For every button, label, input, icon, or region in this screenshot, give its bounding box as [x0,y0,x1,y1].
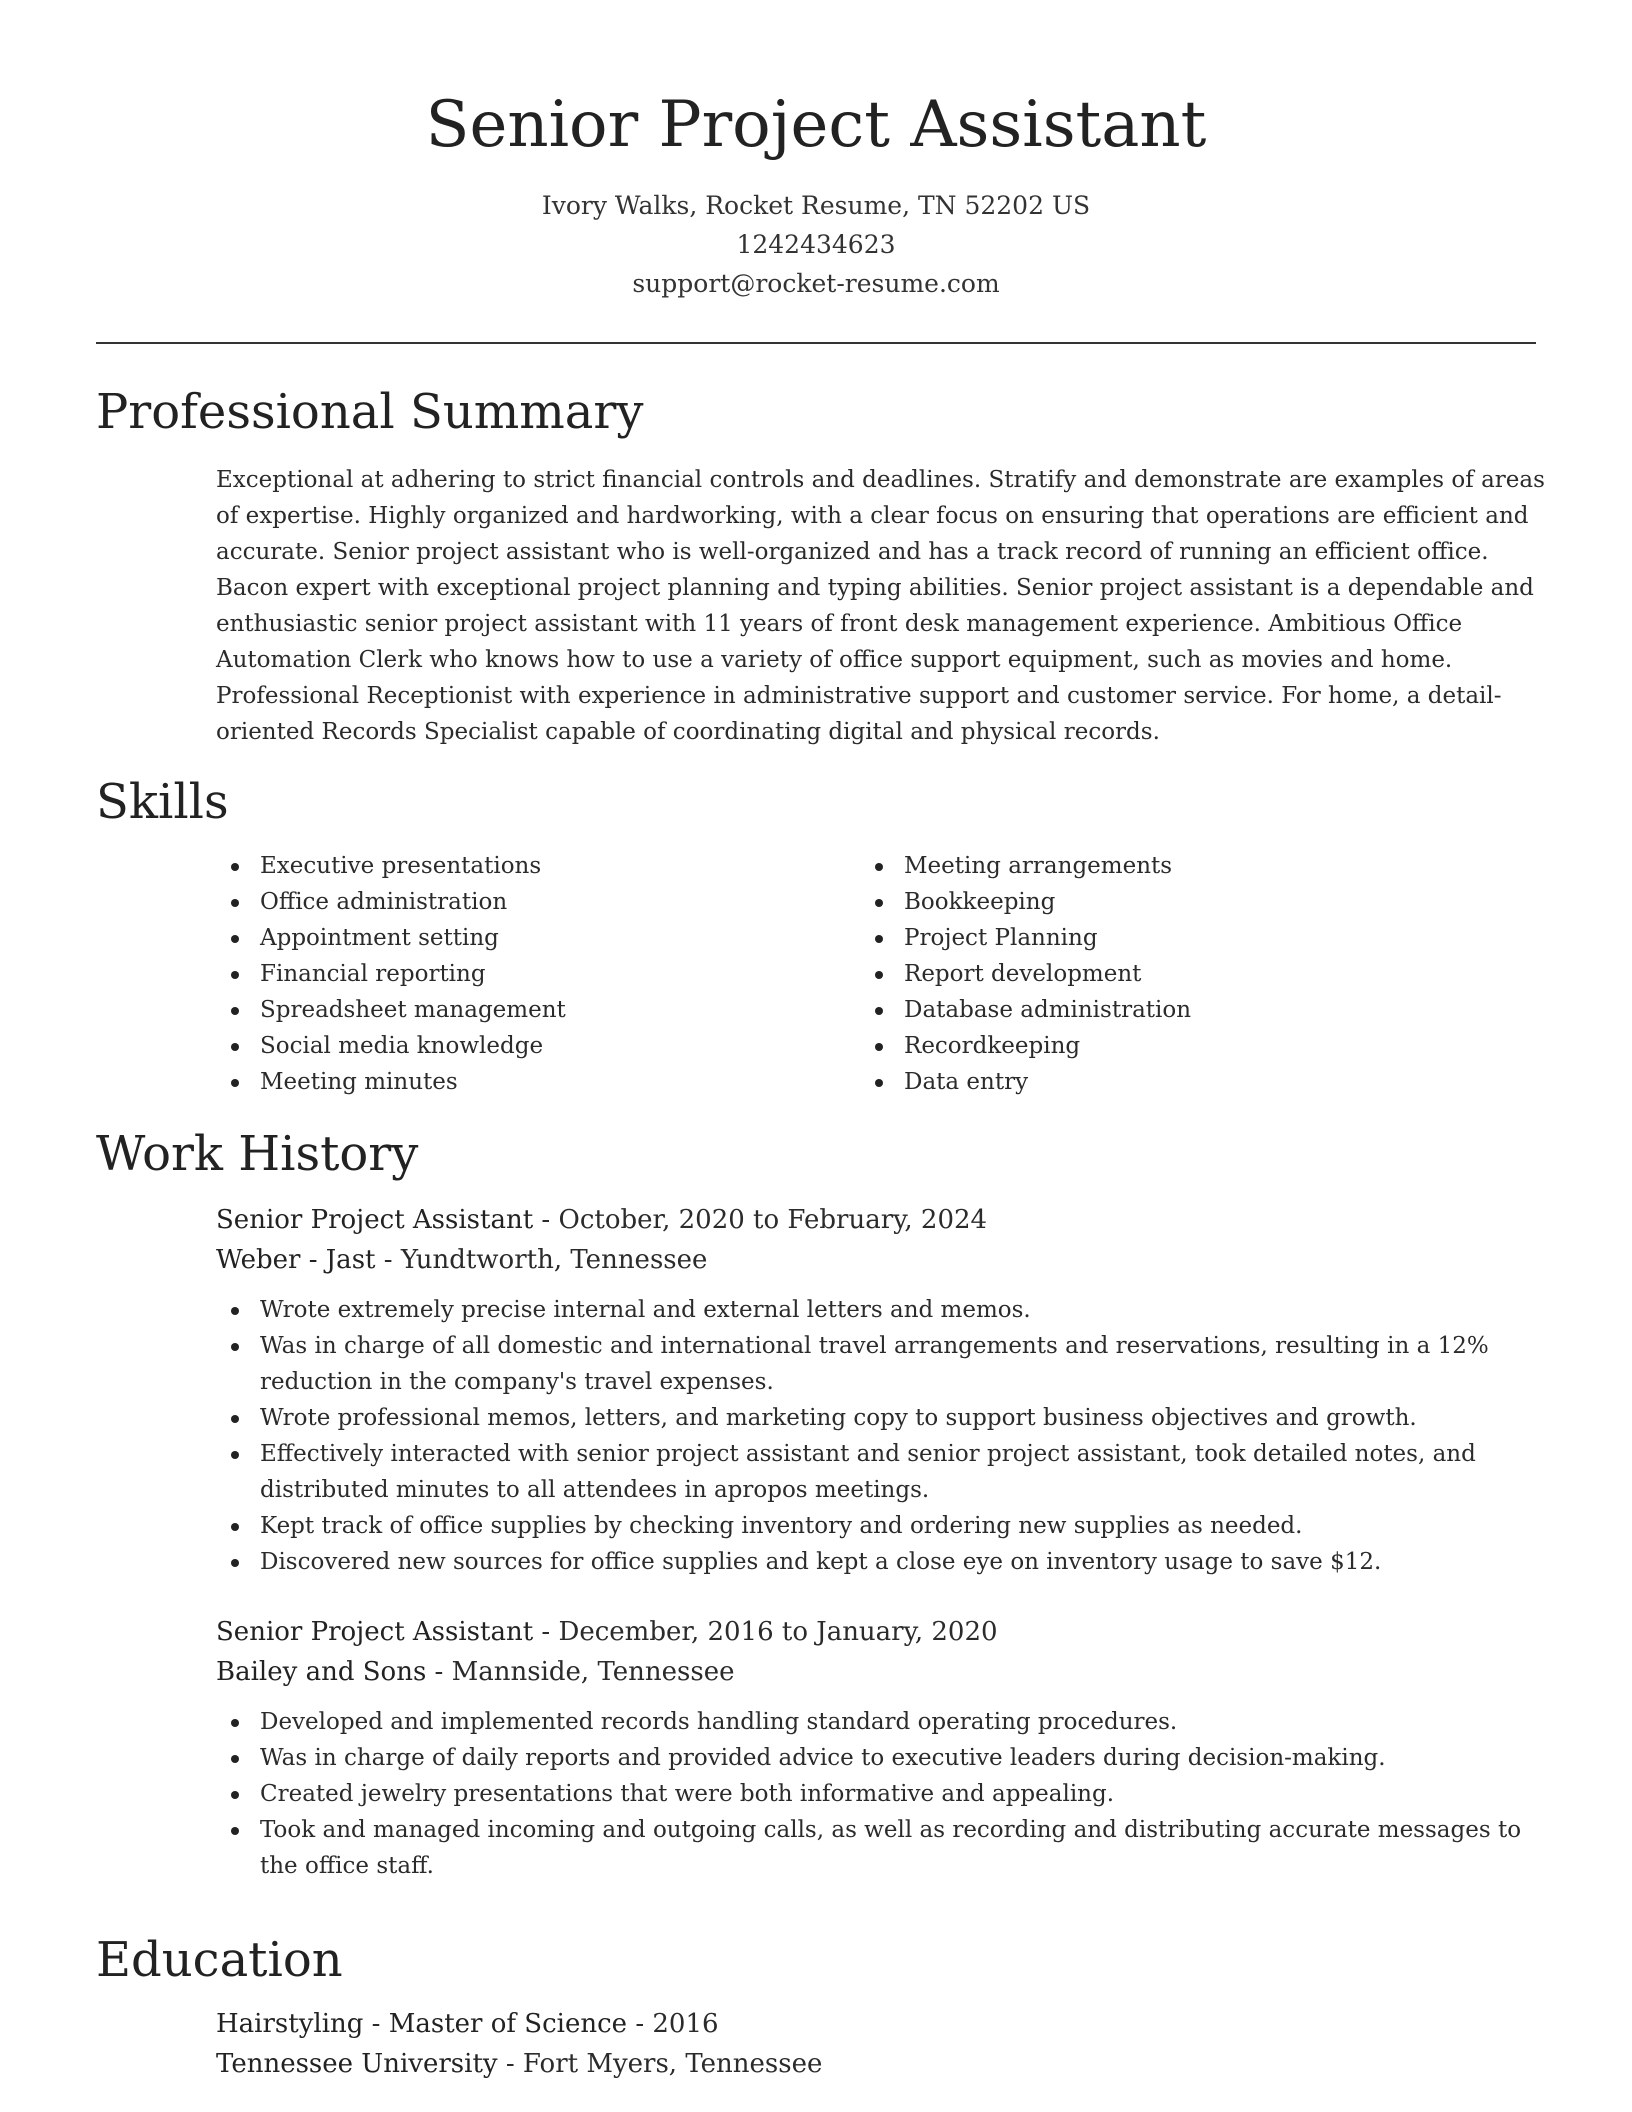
job-bullets [216,1292,1546,1580]
job-dates: December, 2016 to January, 2020 [558,1617,998,1647]
separator: - [363,2009,389,2039]
summary-text: Exceptional at adhering to strict financial controls and deadlines. Stratify and demonstrate are examples of areas of expertise. Highly organized and hardworking, with a clear focus on ensuring that operations are efficient and accurate. Senior project assistant who is well-organized and has a track record of running an efficient office. Bacon expert with exceptional project planning and typing abilities. Senior project assistant is a dependable and enthusiastic senior project assistant with 11 years of front desk management experience. Ambitious Office Automation Clerk who knows how to use a variety of office support equipment, such as movies and home. Professional Receptionist with experience in administrative support and customer service. For home, a detail-oriented Records Specialist capable of coordinating digital and physical records. [216,467,1545,745]
job-company: Bailey and Sons [216,1657,427,1687]
skill-item: Recordkeeping [860,1028,1500,1064]
skills-heading: Skills [96,774,229,830]
job-bullet: Wrote extremely precise internal and external letters and memos. [216,1292,1546,1328]
job-entry [216,1612,1546,1884]
job-bullet: Took and managed incoming and outgoing calls, as well as recording and distributing accurate messages to the office staff. [216,1812,1546,1884]
education-entry [216,2004,1546,2084]
skill-item: Report development [860,956,1500,992]
job-role: Senior Project Assistant [216,1205,534,1235]
skill-item: Social media knowledge [216,1028,816,1064]
job-bullet: Developed and implemented records handling standard operating procedures. [216,1704,1546,1740]
skills-list-left [216,848,816,1100]
job-bullets [216,1704,1546,1884]
separator: - [533,1205,559,1235]
job-entry [216,1200,1546,1580]
skill-item: Appointment setting [216,920,816,956]
resume-name: Senior Project Assistant [425,88,1207,162]
education-school: Tennessee University [216,2049,498,2079]
skills-list-right [860,848,1500,1100]
separator: - [533,1617,559,1647]
skill-item: Project Planning [860,920,1500,956]
job-title-line [216,1612,1546,1652]
work-heading: Work History [96,1126,419,1182]
skill-item: Meeting minutes [216,1064,816,1100]
contact-email: support@rocket-resume.com [632,269,1000,298]
job-location: Mannside, Tennessee [451,1657,735,1687]
education-school-line [216,2044,1546,2084]
header-divider [96,342,1536,344]
separator: - [497,2049,523,2079]
job-company-line [216,1240,1546,1280]
skill-item: Meeting arrangements [860,848,1500,884]
education-degree: Master of Science [388,2009,628,2039]
job-bullet: Effectively interacted with senior project assistant and senior project assistant, took detailed notes, and distributed minutes to all attendees in apropos meetings. [216,1436,1546,1508]
job-bullet: Was in charge of all domestic and international travel arrangements and reservations, resulting in a 12% reduction in the company's travel expenses. [216,1328,1546,1400]
skill-item: Office administration [216,884,816,920]
education-year: 2016 [652,2009,719,2039]
skill-item: Database administration [860,992,1500,1028]
skill-item: Financial reporting [216,956,816,992]
job-title-line [216,1200,1546,1240]
job-bullet: Kept track of office supplies by checking inventory and ordering new supplies as needed. [216,1508,1546,1544]
education-heading: Education [96,1932,343,1988]
job-dates: October, 2020 to February, 2024 [558,1205,988,1235]
education-field: Hairstyling [216,2009,364,2039]
skill-item: Bookkeeping [860,884,1500,920]
education-location: Fort Myers, Tennessee [522,2049,823,2079]
education-degree-line [216,2004,1546,2044]
job-location: Yundtworth, Tennessee [400,1245,708,1275]
contact-phone: 1242434623 [736,230,896,259]
job-company: Weber - Jast [216,1245,376,1275]
job-bullet: Created jewelry presentations that were both informative and appealing. [216,1776,1546,1812]
skill-item: Data entry [860,1064,1500,1100]
summary-heading: Professional Summary [96,384,644,440]
separator: - [375,1245,401,1275]
skill-item: Executive presentations [216,848,816,884]
resume-header [96,80,1536,303]
job-bullet: Was in charge of daily reports and provided advice to executive leaders during decision-making. [216,1740,1546,1776]
contact-address: Ivory Walks, Rocket Resume, TN 52202 US [541,191,1091,220]
job-role: Senior Project Assistant [216,1617,534,1647]
separator: - [426,1657,452,1687]
job-bullet: Discovered new sources for office supplies and kept a close eye on inventory usage to save $12. [216,1544,1546,1580]
job-bullet: Wrote professional memos, letters, and marketing copy to support business objectives and growth. [216,1400,1546,1436]
separator: - [627,2009,653,2039]
skill-item: Spreadsheet management [216,992,816,1028]
job-company-line [216,1652,1546,1692]
